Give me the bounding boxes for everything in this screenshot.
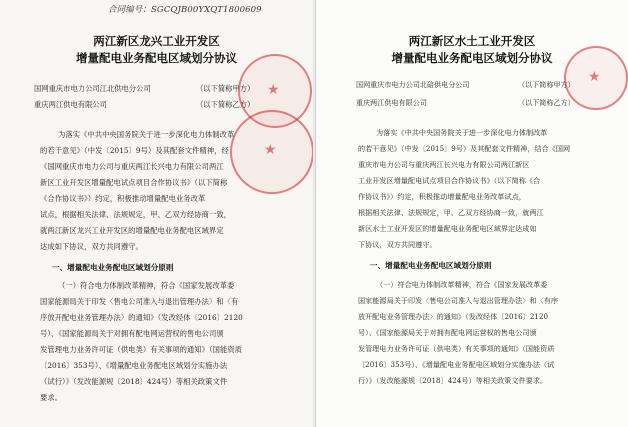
right-body-line: 为落实《中共中央国务院关于进一步深化电力体制改革 <box>376 128 548 137</box>
right-agreement-page <box>315 0 628 427</box>
right-body-line: 根据相关法律、法规规定，甲、乙双方经协商一致，就两江 <box>358 208 544 217</box>
right-party-a-alias: （以下简称甲方） <box>518 80 575 89</box>
left-body-line: 《国网重庆市电力公司与重庆两江长兴电力有限公司两江 <box>40 162 224 171</box>
left-clause-line: 序放开配电业务管理办法〉的通知》（发改经体〔2016〕2120 <box>40 313 243 322</box>
right-body-line: 的若干意见》（中发〔2015〕9号）及其配套文件精神，结合《国网 <box>358 144 571 153</box>
right-clause-line: 号）、《国家能源局关于对拥有配电网运营权的售电公司颁 <box>358 328 537 337</box>
contract-number-note: 合同编号：SGCQJB00YXQT1800609 <box>108 5 262 15</box>
right-party-b-alias: （以下简称乙方） <box>518 98 575 107</box>
left-party-b-name: 重庆两江供电有限公司 <box>34 100 107 109</box>
right-party-b-name: 重庆两江供电有限公司 <box>356 98 427 107</box>
left-clause-line: （一）符合电力体制改革精神，符合《国家发展改革委 <box>58 281 235 290</box>
left-clause-line: 要求。 <box>40 393 63 402</box>
contract-seal-icon: ★ <box>230 110 313 194</box>
left-body-line: 为落实《中共中央国务院关于进一步深化电力体制改革 <box>58 130 235 139</box>
right-title-line1: 两江新区水土工业开发区 <box>408 34 536 48</box>
company-seal-icon: ★ <box>564 46 628 110</box>
left-party-b-alias: （以下简称乙方） <box>196 100 255 109</box>
left-clause-line: （试行）》（发改能源规〔2018〕424号）等相关政策文件 <box>40 377 228 386</box>
right-clause-line: 〔2016〕353号）、《增量配电业务配电区域划分实施办法（试 <box>358 360 555 369</box>
right-clause-line: 放开配电业务管理办法〉的通知》（发改经体〔2016〕2120 <box>358 312 549 321</box>
right-clause-line: 发管理电力业务许可证（供电类）有关事项的通知》（国能资质 <box>358 344 555 353</box>
left-body-line: 《合作协议书》）约定，积极推动增量配电业务改革 <box>40 194 206 203</box>
right-section-title: 一、增量配电业务配电区域划分原则 <box>370 261 492 270</box>
right-body-line: 工业开发区增量配电试点项目合作协议书》（以下简称《合 <box>358 176 541 185</box>
right-party-a-name: 国网重庆市电力公司北碚供电分公司 <box>356 80 470 89</box>
left-clause-line: 〔2016〕353号）、《增量配电业务配电区域划分实施办法 <box>40 361 228 370</box>
right-body-line: 新区水土工业开发区的增量配电业务配电区域界定达成如 <box>358 224 537 233</box>
left-section-title: 一、增量配电业务配电区域划分原则 <box>52 263 174 272</box>
left-body-line: 的若干意见》（中发〔2015〕9号）及其配套文件精神，经 <box>40 146 229 155</box>
left-title-line1: 两江新区龙兴工业开发区 <box>93 34 220 48</box>
right-clause-line: 行）》（发改能源规〔2018〕424号）等相关政策文件要求。 <box>358 376 548 385</box>
right-body-line: 下协议，双方共同遵守。 <box>358 240 437 249</box>
left-party-a-alias: （以下简称甲方） <box>196 84 255 93</box>
company-seal-icon: ★ <box>238 54 312 128</box>
right-clause-line: （一）符合电力体制改革精神，符合《国家发展改革委 <box>376 280 548 289</box>
left-body-line: 就两江新区龙兴工业开发区的增量配电业务配电区域界定 <box>40 226 224 235</box>
left-clause-line: 国家能源局关于印发〈售电公司准入与退出管理办法〉和〈有 <box>40 297 239 306</box>
right-title-line2: 增量配电业务配电区域划分协议 <box>391 51 553 65</box>
left-party-a-name: 国网重庆市电力公司江北供电分公司 <box>34 84 151 93</box>
left-body-line: 新区工业开发区增量配电试点项目合作协议书》（以下简称 <box>40 178 228 187</box>
left-body-line: 试点，根据相关法律、法规规定，甲、乙双方经协商一致， <box>40 210 232 219</box>
left-clause-line: 号）、《国家能源局关于对拥有配电网运营权的售电公司颁 <box>40 329 224 338</box>
right-clause-line: 国家能源局关于印发〈售电公司准入与退出管理办法〉和〈有序 <box>358 296 559 305</box>
right-body-line: 作协议书》）约定，积极推动增量配电业务改革试点， <box>358 192 526 201</box>
left-body-line: 达成如下协议，双方共同遵守。 <box>40 242 143 251</box>
right-body-line: 重庆市电力公司与重庆两江长兴电力有限公司两江新区 <box>358 160 530 169</box>
left-agreement-page <box>0 0 313 427</box>
left-clause-line: 发管理电力业务许可证（供电类）有关事项的通知》（国能资质 <box>40 345 243 354</box>
left-title-line2: 增量配电业务配电区域划分协议 <box>76 51 237 65</box>
